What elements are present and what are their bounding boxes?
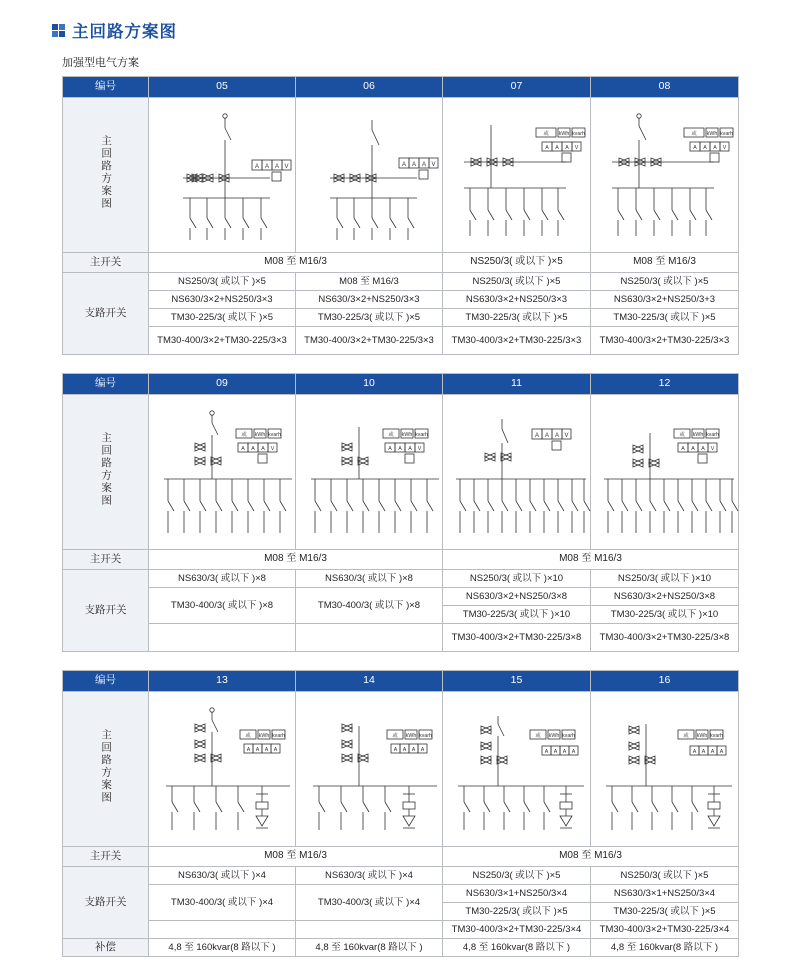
diagram-cell-16 bbox=[591, 692, 739, 847]
branch-value: TM30-225/3( 或以下 )×10 bbox=[591, 606, 739, 624]
diagram-cell-07 bbox=[443, 98, 591, 253]
main-switch-value: M08 至 M16/3 bbox=[443, 847, 739, 867]
svg-text:A: A bbox=[388, 446, 392, 452]
table-row bbox=[63, 847, 739, 867]
svg-text:kWh: kWh bbox=[405, 733, 417, 739]
svg-text:kvarh: kvarh bbox=[562, 733, 575, 739]
branch-value: TM30-400/3( 或以下 )×4 bbox=[296, 885, 443, 921]
svg-text:kWh: kWh bbox=[696, 733, 708, 739]
table-row bbox=[63, 309, 739, 327]
compensation-value: 4,8 至 160kvar(8 路以下 ) bbox=[296, 939, 443, 957]
svg-text:A: A bbox=[408, 446, 412, 452]
circuit-diagram-05 bbox=[152, 100, 299, 250]
branch-value: NS630/3×1+NS250/3×4 bbox=[591, 885, 739, 903]
branch-value: M08 至 M16/3 bbox=[296, 273, 443, 291]
table-row bbox=[63, 374, 739, 395]
svg-text:A: A bbox=[411, 747, 416, 753]
scheme-table-3 bbox=[62, 670, 739, 957]
svg-text:kWh: kWh bbox=[254, 432, 266, 438]
table-row bbox=[63, 671, 739, 692]
svg-text:或: 或 bbox=[683, 733, 689, 739]
svg-text:V: V bbox=[270, 446, 275, 452]
svg-text:A: A bbox=[534, 433, 540, 439]
diagram-cell-09 bbox=[149, 395, 296, 550]
row-label-compensation: 补偿 bbox=[63, 939, 149, 957]
branch-value: NS630/3×1+NS250/3×4 bbox=[443, 885, 591, 903]
svg-text:A: A bbox=[713, 145, 717, 151]
col-header-number: 编号 bbox=[63, 671, 149, 692]
branch-value: NS630/3×2+NS250/3×3 bbox=[443, 291, 591, 309]
svg-text:A: A bbox=[553, 749, 558, 755]
branch-value-empty bbox=[296, 624, 443, 652]
row-label-main-switch: 主开关 bbox=[63, 847, 149, 867]
compensation-value: 4,8 至 160kvar(8 路以下 ) bbox=[149, 939, 296, 957]
branch-value: TM30-400/3×2+TM30-225/3×8 bbox=[443, 624, 591, 652]
svg-text:V: V bbox=[710, 446, 715, 452]
branch-value: NS630/3×2+NS250/3×3 bbox=[296, 291, 443, 309]
diagram-cell-12 bbox=[591, 395, 739, 550]
branch-value-empty bbox=[296, 921, 443, 939]
svg-text:A: A bbox=[691, 446, 695, 452]
branch-value: TM30-400/3( 或以下 )×8 bbox=[149, 588, 296, 624]
branch-value: NS250/3( 或以下 )×5 bbox=[443, 273, 591, 291]
svg-text:A: A bbox=[401, 162, 407, 168]
diagram-cell-08 bbox=[591, 98, 739, 253]
branch-value: NS630/3×2+NS250/3+3 bbox=[591, 291, 739, 309]
svg-text:A: A bbox=[555, 145, 559, 151]
table-row bbox=[63, 77, 739, 98]
branch-value: NS630/3( 或以下 )×4 bbox=[296, 867, 443, 885]
svg-text:A: A bbox=[246, 747, 251, 753]
col-header-14: 14 bbox=[296, 671, 443, 692]
svg-text:A: A bbox=[681, 446, 685, 452]
circuit-diagram-12 bbox=[594, 397, 742, 547]
svg-text:A: A bbox=[692, 749, 697, 755]
svg-text:或: 或 bbox=[679, 432, 685, 438]
branch-value-empty bbox=[149, 624, 296, 652]
svg-text:kvarh: kvarh bbox=[419, 733, 432, 739]
svg-text:A: A bbox=[274, 164, 280, 170]
branch-value: NS630/3×2+NS250/3×8 bbox=[443, 588, 591, 606]
svg-text:kvarh: kvarh bbox=[572, 131, 585, 137]
svg-text:A: A bbox=[703, 145, 707, 151]
table-row bbox=[63, 921, 739, 939]
diagram-cell-06 bbox=[296, 98, 443, 253]
svg-text:A: A bbox=[421, 162, 427, 168]
row-label-diagram: 主回路方案图 bbox=[63, 692, 149, 847]
branch-value: NS250/3( 或以下 )×10 bbox=[443, 570, 591, 588]
branch-value: TM30-400/3×2+TM30-225/3×3 bbox=[443, 327, 591, 355]
branch-value: TM30-225/3( 或以下 )×10 bbox=[443, 606, 591, 624]
svg-text:A: A bbox=[393, 747, 398, 753]
table-row bbox=[63, 291, 739, 309]
branch-value: TM30-400/3×2+TM30-225/3×3 bbox=[149, 327, 296, 355]
col-header-08: 08 bbox=[591, 77, 739, 98]
svg-text:A: A bbox=[544, 433, 550, 439]
page-header bbox=[0, 0, 800, 42]
svg-text:A: A bbox=[562, 749, 567, 755]
svg-text:A: A bbox=[251, 446, 255, 452]
row-label-diagram: 主回路方案图 bbox=[63, 395, 149, 550]
svg-text:V: V bbox=[417, 446, 422, 452]
col-header-09: 09 bbox=[149, 374, 296, 395]
table-row bbox=[63, 624, 739, 652]
table-row bbox=[63, 395, 739, 550]
table-row bbox=[63, 98, 739, 253]
col-header-07: 07 bbox=[443, 77, 591, 98]
svg-text:A: A bbox=[264, 747, 269, 753]
branch-value: NS250/3( 或以下 )×5 bbox=[591, 867, 739, 885]
svg-text:或: 或 bbox=[392, 733, 398, 739]
table-row bbox=[63, 692, 739, 847]
svg-text:A: A bbox=[565, 145, 569, 151]
circuit-diagram-11 bbox=[446, 397, 594, 547]
col-header-06: 06 bbox=[296, 77, 443, 98]
main-switch-value: M08 至 M16/3 bbox=[149, 253, 443, 273]
col-header-13: 13 bbox=[149, 671, 296, 692]
col-header-16: 16 bbox=[591, 671, 739, 692]
branch-value: TM30-400/3×2+TM30-225/3×4 bbox=[443, 921, 591, 939]
branch-value: NS630/3( 或以下 )×8 bbox=[149, 570, 296, 588]
svg-text:kvarh: kvarh bbox=[706, 432, 719, 438]
main-switch-value: NS250/3( 或以下 )×5 bbox=[443, 253, 591, 273]
branch-value: TM30-400/3×2+TM30-225/3×8 bbox=[591, 624, 739, 652]
branch-value: NS250/3( 或以下 )×5 bbox=[591, 273, 739, 291]
svg-text:kWh: kWh bbox=[401, 432, 413, 438]
compensation-value: 4,8 至 160kvar(8 路以下 ) bbox=[443, 939, 591, 957]
svg-text:A: A bbox=[420, 747, 425, 753]
table-row bbox=[63, 885, 739, 903]
diagram-cell-14 bbox=[296, 692, 443, 847]
circuit-diagram-09 bbox=[152, 397, 299, 547]
table-row bbox=[63, 327, 739, 355]
diagram-cell-10 bbox=[296, 395, 443, 550]
branch-value: TM30-400/3( 或以下 )×4 bbox=[149, 885, 296, 921]
branch-value-empty bbox=[149, 921, 296, 939]
branch-value: TM30-225/3( 或以下 )×5 bbox=[591, 309, 739, 327]
diagram-cell-15 bbox=[443, 692, 591, 847]
circuit-diagram-10 bbox=[299, 397, 446, 547]
row-label-branch-switch: 支路开关 bbox=[63, 273, 149, 355]
svg-text:A: A bbox=[402, 747, 407, 753]
svg-text:V: V bbox=[564, 433, 569, 439]
circuit-diagram-13 bbox=[152, 694, 299, 844]
branch-value: TM30-225/3( 或以下 )×5 bbox=[296, 309, 443, 327]
svg-text:kvarh: kvarh bbox=[272, 733, 285, 739]
col-header-15: 15 bbox=[443, 671, 591, 692]
svg-text:kWh: kWh bbox=[258, 733, 270, 739]
svg-text:A: A bbox=[554, 433, 560, 439]
row-label-branch-switch: 支路开关 bbox=[63, 570, 149, 652]
svg-text:A: A bbox=[719, 749, 724, 755]
branch-value: NS250/3( 或以下 )×10 bbox=[591, 570, 739, 588]
table-row bbox=[63, 550, 739, 570]
svg-text:V: V bbox=[574, 145, 579, 151]
branch-value: NS630/3( 或以下 )×4 bbox=[149, 867, 296, 885]
branch-value: TM30-225/3( 或以下 )×5 bbox=[443, 903, 591, 921]
table-row bbox=[63, 588, 739, 606]
main-switch-value: M08 至 M16/3 bbox=[591, 253, 739, 273]
svg-text:kWh: kWh bbox=[558, 131, 570, 137]
row-label-branch-switch: 支路开关 bbox=[63, 867, 149, 939]
branch-value: TM30-400/3( 或以下 )×8 bbox=[296, 588, 443, 624]
page-title: 主回路方案图 bbox=[72, 23, 177, 41]
table-row bbox=[63, 867, 739, 885]
col-header-05: 05 bbox=[149, 77, 296, 98]
col-header-11: 11 bbox=[443, 374, 591, 395]
svg-text:或: 或 bbox=[535, 733, 541, 739]
branch-value: NS630/3×2+NS250/3×3 bbox=[149, 291, 296, 309]
row-label-main-switch: 主开关 bbox=[63, 253, 149, 273]
svg-text:A: A bbox=[710, 749, 715, 755]
branch-value: TM30-225/3( 或以下 )×5 bbox=[443, 309, 591, 327]
svg-text:kWh: kWh bbox=[692, 432, 704, 438]
row-label-main-switch: 主开关 bbox=[63, 550, 149, 570]
svg-text:kvarh: kvarh bbox=[268, 432, 281, 438]
svg-text:或: 或 bbox=[241, 432, 247, 438]
tables-container bbox=[0, 76, 800, 957]
svg-text:A: A bbox=[545, 145, 549, 151]
svg-text:V: V bbox=[431, 162, 436, 168]
diagram-cell-05 bbox=[149, 98, 296, 253]
svg-text:A: A bbox=[255, 747, 260, 753]
circuit-diagram-15 bbox=[446, 694, 594, 844]
diagram-cell-13 bbox=[149, 692, 296, 847]
branch-value: TM30-225/3( 或以下 )×5 bbox=[591, 903, 739, 921]
svg-text:A: A bbox=[701, 446, 705, 452]
subtitle: 加强型电气方案 bbox=[62, 57, 139, 69]
table-row bbox=[63, 273, 739, 291]
main-switch-value: M08 至 M16/3 bbox=[149, 847, 443, 867]
svg-text:或: 或 bbox=[691, 131, 697, 137]
table-row bbox=[63, 939, 739, 957]
branch-value: TM30-400/3×2+TM30-225/3×3 bbox=[591, 327, 739, 355]
svg-text:A: A bbox=[241, 446, 245, 452]
svg-text:A: A bbox=[693, 145, 697, 151]
table-row bbox=[63, 253, 739, 273]
main-switch-value: M08 至 M16/3 bbox=[443, 550, 739, 570]
col-header-12: 12 bbox=[591, 374, 739, 395]
svg-text:A: A bbox=[261, 446, 265, 452]
circuit-diagram-07 bbox=[446, 100, 594, 250]
svg-text:A: A bbox=[571, 749, 576, 755]
circuit-diagram-14 bbox=[299, 694, 446, 844]
svg-text:或: 或 bbox=[388, 432, 394, 438]
svg-text:或: 或 bbox=[543, 131, 549, 137]
circuit-diagram-08 bbox=[594, 100, 742, 250]
main-switch-value: M08 至 M16/3 bbox=[149, 550, 443, 570]
svg-text:A: A bbox=[264, 164, 270, 170]
diagram-cell-11 bbox=[443, 395, 591, 550]
circuit-diagram-06 bbox=[299, 100, 446, 250]
branch-value: NS630/3×2+NS250/3×8 bbox=[591, 588, 739, 606]
row-label-diagram: 主回路方案图 bbox=[63, 98, 149, 253]
circuit-diagram-16 bbox=[594, 694, 742, 844]
branch-value: NS250/3( 或以下 )×5 bbox=[149, 273, 296, 291]
scheme-table-2 bbox=[62, 373, 739, 652]
svg-text:A: A bbox=[701, 749, 706, 755]
col-header-10: 10 bbox=[296, 374, 443, 395]
scheme-table-1 bbox=[62, 76, 739, 355]
svg-text:V: V bbox=[722, 145, 727, 151]
branch-value: NS630/3( 或以下 )×8 bbox=[296, 570, 443, 588]
branch-value: TM30-400/3×2+TM30-225/3×3 bbox=[296, 327, 443, 355]
col-header-number: 编号 bbox=[63, 77, 149, 98]
compensation-value: 4,8 至 160kvar(8 路以下 ) bbox=[591, 939, 739, 957]
svg-text:kvarh: kvarh bbox=[710, 733, 723, 739]
four-square-logo-icon bbox=[52, 24, 65, 37]
svg-text:kWh: kWh bbox=[706, 131, 718, 137]
branch-value: NS250/3( 或以下 )×5 bbox=[443, 867, 591, 885]
col-header-number: 编号 bbox=[63, 374, 149, 395]
svg-text:kvarh: kvarh bbox=[415, 432, 428, 438]
svg-text:A: A bbox=[273, 747, 278, 753]
branch-value: TM30-225/3( 或以下 )×5 bbox=[149, 309, 296, 327]
svg-text:A: A bbox=[411, 162, 417, 168]
svg-text:A: A bbox=[398, 446, 402, 452]
svg-text:kWh: kWh bbox=[548, 733, 560, 739]
svg-text:或: 或 bbox=[245, 733, 251, 739]
table-row bbox=[63, 570, 739, 588]
svg-text:kvarh: kvarh bbox=[720, 131, 733, 137]
svg-text:A: A bbox=[544, 749, 549, 755]
svg-text:V: V bbox=[284, 164, 289, 170]
branch-value: TM30-400/3×2+TM30-225/3×4 bbox=[591, 921, 739, 939]
svg-text:A: A bbox=[254, 164, 260, 170]
